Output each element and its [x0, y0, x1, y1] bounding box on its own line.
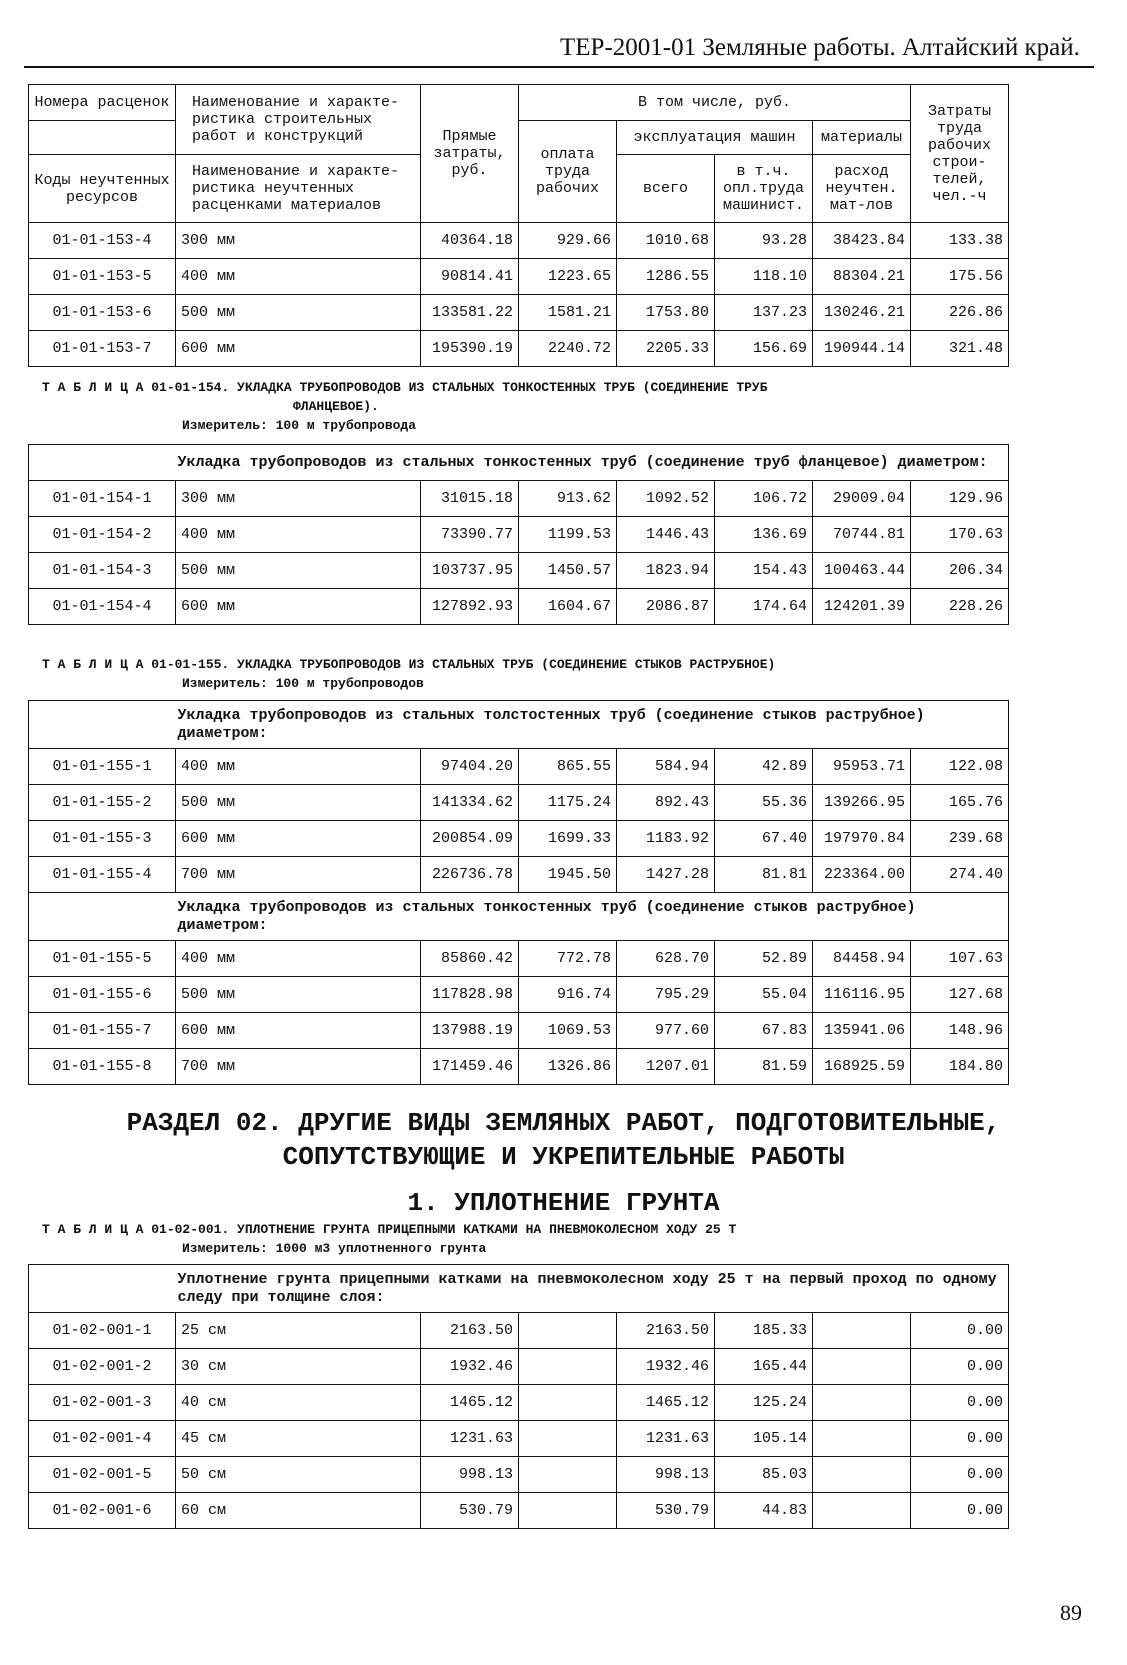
item-name-cell: 60 см [176, 1493, 421, 1529]
wages-cell [519, 1313, 617, 1349]
col-head-direct: Прямые затраты, руб. [421, 85, 519, 223]
table-row [29, 977, 1009, 1013]
table-row [29, 821, 1009, 857]
item-name-cell: 600 мм [176, 331, 421, 367]
materials-cost-cell: 38423.84 [813, 223, 911, 259]
direct-cost-cell: 97404.20 [421, 749, 519, 785]
direct-cost-cell: 1932.46 [421, 1349, 519, 1385]
wages-cell: 1699.33 [519, 821, 617, 857]
col-head-total: всего [617, 155, 715, 223]
driver-wages-cell: 55.36 [715, 785, 813, 821]
table-row [29, 553, 1009, 589]
materials-cost-cell: 124201.39 [813, 589, 911, 625]
page-number: 89 [1060, 1600, 1082, 1625]
driver-wages-cell: 106.72 [715, 481, 813, 517]
driver-wages-cell: 81.59 [715, 1049, 813, 1085]
item-name-cell: 700 мм [176, 1049, 421, 1085]
table-row [29, 1385, 1009, 1421]
wages-cell: 865.55 [519, 749, 617, 785]
rate-code-cell: 01-01-155-1 [29, 749, 176, 785]
col-head-labor: Затраты труда рабочих строи- телей, чел.-ч [911, 85, 1009, 223]
direct-cost-cell: 85860.42 [421, 941, 519, 977]
item-name-cell: 600 мм [176, 589, 421, 625]
materials-cost-cell: 197970.84 [813, 821, 911, 857]
table-155-subheading-1: Укладка трубопроводов из стальных толстостенных труб (соединение стыков раструбное) диаметром: [176, 701, 1009, 749]
labor-hours-cell: 0.00 [911, 1421, 1009, 1457]
machine-cost-cell: 1207.01 [617, 1049, 715, 1085]
labor-hours-cell: 274.40 [911, 857, 1009, 893]
driver-wages-cell: 185.33 [715, 1313, 813, 1349]
rate-code-cell: 01-01-153-5 [29, 259, 176, 295]
item-name-cell: 500 мм [176, 553, 421, 589]
rate-code-cell: 01-01-155-6 [29, 977, 176, 1013]
rate-code-cell: 01-01-153-7 [29, 331, 176, 367]
wages-cell: 913.62 [519, 481, 617, 517]
driver-wages-cell: 136.69 [715, 517, 813, 553]
driver-wages-cell: 55.04 [715, 977, 813, 1013]
item-name-cell: 500 мм [176, 295, 421, 331]
item-name-cell: 40 см [176, 1385, 421, 1421]
wages-cell: 2240.72 [519, 331, 617, 367]
machine-cost-cell: 1183.92 [617, 821, 715, 857]
machine-cost-cell: 1092.52 [617, 481, 715, 517]
direct-cost-cell: 530.79 [421, 1493, 519, 1529]
col-head-mat-use: расход неучтен. мат-лов [813, 155, 911, 223]
item-name-cell: 500 мм [176, 977, 421, 1013]
running-header: ТЕР-2001-01 Земляные работы. Алтайский край. [560, 34, 1080, 61]
rate-code-cell: 01-01-154-3 [29, 553, 176, 589]
driver-wages-cell: 67.40 [715, 821, 813, 857]
driver-wages-cell: 174.64 [715, 589, 813, 625]
driver-wages-cell: 42.89 [715, 749, 813, 785]
direct-cost-cell: 998.13 [421, 1457, 519, 1493]
table-row [29, 1421, 1009, 1457]
table-201-subheading: Уплотнение грунта прицепными катками на пневмоколесном ходу 25 т на первый проход по одному следу при толщине слоя: [176, 1265, 1009, 1313]
table-201 [28, 1264, 1009, 1529]
labor-hours-cell: 122.08 [911, 749, 1009, 785]
direct-cost-cell: 195390.19 [421, 331, 519, 367]
materials-cost-cell: 139266.95 [813, 785, 911, 821]
rate-code-cell: 01-01-154-2 [29, 517, 176, 553]
wages-cell: 1604.67 [519, 589, 617, 625]
direct-cost-cell: 133581.22 [421, 295, 519, 331]
item-name-cell: 25 см [176, 1313, 421, 1349]
wages-cell: 1199.53 [519, 517, 617, 553]
labor-hours-cell: 0.00 [911, 1457, 1009, 1493]
col-head-wages: оплата труда рабочих [519, 121, 617, 223]
table-row [29, 1493, 1009, 1529]
wages-cell: 1450.57 [519, 553, 617, 589]
labor-hours-cell: 175.56 [911, 259, 1009, 295]
table-row [29, 1313, 1009, 1349]
table-row [29, 1049, 1009, 1085]
machine-cost-cell: 795.29 [617, 977, 715, 1013]
direct-cost-cell: 2163.50 [421, 1313, 519, 1349]
table-row [29, 857, 1009, 893]
rate-code-cell: 01-02-001-3 [29, 1385, 176, 1421]
wages-cell: 916.74 [519, 977, 617, 1013]
table-row [29, 1013, 1009, 1049]
labor-hours-cell: 133.38 [911, 223, 1009, 259]
driver-wages-cell: 93.28 [715, 223, 813, 259]
machine-cost-cell: 1465.12 [617, 1385, 715, 1421]
labor-hours-cell: 107.63 [911, 941, 1009, 977]
section-title: РАЗДЕЛ 02. ДРУГИЕ ВИДЫ ЗЕМЛЯНЫХ РАБОТ, ПОДГОТОВИТЕЛЬНЫЕ, СОПУТСТВУЮЩИЕ И УКРЕПИТЕЛЬНЫЕ РАБОТЫ [126, 1108, 1001, 1172]
direct-cost-cell: 226736.78 [421, 857, 519, 893]
rate-code-cell: 01-01-155-8 [29, 1049, 176, 1085]
item-name-cell: 600 мм [176, 1013, 421, 1049]
labor-hours-cell: 321.48 [911, 331, 1009, 367]
machine-cost-cell: 1446.43 [617, 517, 715, 553]
direct-cost-cell: 117828.98 [421, 977, 519, 1013]
table-row [29, 331, 1009, 367]
wages-cell [519, 1349, 617, 1385]
rate-code-cell: 01-02-001-6 [29, 1493, 176, 1529]
driver-wages-cell: 52.89 [715, 941, 813, 977]
driver-wages-cell: 105.14 [715, 1421, 813, 1457]
driver-wages-cell: 81.81 [715, 857, 813, 893]
direct-cost-cell: 31015.18 [421, 481, 519, 517]
labor-hours-cell: 228.26 [911, 589, 1009, 625]
table-201-caption: Т А Б Л И Ц А 01-02-001. УПЛОТНЕНИЕ ГРУНТА ПРИЦЕПНЫМИ КАТКАМИ НА ПНЕВМОКОЛЕСНОМ ХОДУ 25 Т Измеритель: 1000 м3 уплотненного грунта [42, 1222, 737, 1256]
driver-wages-cell: 44.83 [715, 1493, 813, 1529]
table-row [29, 785, 1009, 821]
rate-code-cell: 01-02-001-4 [29, 1421, 176, 1457]
machine-cost-cell: 2163.50 [617, 1313, 715, 1349]
materials-cost-cell: 88304.21 [813, 259, 911, 295]
rate-code-cell: 01-02-001-1 [29, 1313, 176, 1349]
driver-wages-cell: 154.43 [715, 553, 813, 589]
machine-cost-cell: 1823.94 [617, 553, 715, 589]
item-name-cell: 300 мм [176, 223, 421, 259]
wages-cell [519, 1493, 617, 1529]
materials-cost-cell [813, 1349, 911, 1385]
machine-cost-cell: 1427.28 [617, 857, 715, 893]
table-row [29, 1349, 1009, 1385]
machine-cost-cell: 584.94 [617, 749, 715, 785]
machine-cost-cell: 1753.80 [617, 295, 715, 331]
machine-cost-cell: 1286.55 [617, 259, 715, 295]
driver-wages-cell: 118.10 [715, 259, 813, 295]
table-155-subheading-2: Укладка трубопроводов из стальных тонкостенных труб (соединение стыков раструбное) диаметром: [176, 893, 1009, 941]
direct-cost-cell: 1231.63 [421, 1421, 519, 1457]
labor-hours-cell: 206.34 [911, 553, 1009, 589]
machine-cost-cell: 892.43 [617, 785, 715, 821]
labor-hours-cell: 127.68 [911, 977, 1009, 1013]
item-name-cell: 400 мм [176, 941, 421, 977]
table-row [29, 589, 1009, 625]
table-155-caption: Т А Б Л И Ц А 01-01-155. УКЛАДКА ТРУБОПРОВОДОВ ИЗ СТАЛЬНЫХ ТРУБ (СОЕДИНЕНИЕ СТЫКОВ РАСТРУБНОЕ) Измеритель: 100 м трубопроводов [42, 657, 776, 691]
wages-cell: 1175.24 [519, 785, 617, 821]
materials-cost-cell: 223364.00 [813, 857, 911, 893]
rate-code-cell: 01-01-155-5 [29, 941, 176, 977]
machine-cost-cell: 628.70 [617, 941, 715, 977]
materials-cost-cell: 116116.95 [813, 977, 911, 1013]
wages-cell: 1945.50 [519, 857, 617, 893]
driver-wages-cell: 67.83 [715, 1013, 813, 1049]
labor-hours-cell: 184.80 [911, 1049, 1009, 1085]
direct-cost-cell: 141334.62 [421, 785, 519, 821]
materials-cost-cell: 84458.94 [813, 941, 911, 977]
driver-wages-cell: 165.44 [715, 1349, 813, 1385]
rate-code-cell: 01-02-001-5 [29, 1457, 176, 1493]
col-head-materials-name: Наименование и характе- ристика неучтенных расценками материалов [176, 155, 421, 223]
table-154 [28, 444, 1009, 625]
direct-cost-cell: 103737.95 [421, 553, 519, 589]
col-head-number: Номера расценок [29, 85, 176, 121]
table-row [29, 749, 1009, 785]
direct-cost-cell: 127892.93 [421, 589, 519, 625]
item-name-cell: 500 мм [176, 785, 421, 821]
machine-cost-cell: 2205.33 [617, 331, 715, 367]
driver-wages-cell: 85.03 [715, 1457, 813, 1493]
rate-code-cell: 01-01-155-7 [29, 1013, 176, 1049]
col-head-machines: эксплуатация машин [617, 121, 813, 155]
table-row [29, 223, 1009, 259]
labor-hours-cell: 0.00 [911, 1385, 1009, 1421]
header-rule [24, 66, 1094, 68]
table-row [29, 295, 1009, 331]
item-name-cell: 30 см [176, 1349, 421, 1385]
labor-hours-cell: 0.00 [911, 1493, 1009, 1529]
col-head-resource-codes: Коды неучтенных ресурсов [29, 155, 176, 223]
driver-wages-cell: 137.23 [715, 295, 813, 331]
materials-cost-cell: 95953.71 [813, 749, 911, 785]
table-154-subheading: Укладка трубопроводов из стальных тонкостенных труб (соединение труб фланцевое) диаметром: [176, 445, 1009, 481]
labor-hours-cell: 148.96 [911, 1013, 1009, 1049]
item-name-cell: 400 мм [176, 517, 421, 553]
labor-hours-cell: 170.63 [911, 517, 1009, 553]
table-154-caption: Т А Б Л И Ц А 01-01-154. УКЛАДКА ТРУБОПРОВОДОВ ИЗ СТАЛЬНЫХ ТОНКОСТЕННЫХ ТРУБ (СОЕДИНЕНИЕ ТРУБ ФЛАНЦЕВОЕ). Измеритель: 100 м трубопровода [42, 380, 768, 433]
wages-cell: 1069.53 [519, 1013, 617, 1049]
table-row [29, 1457, 1009, 1493]
direct-cost-cell: 40364.18 [421, 223, 519, 259]
item-name-cell: 700 мм [176, 857, 421, 893]
materials-cost-cell [813, 1421, 911, 1457]
direct-cost-cell: 1465.12 [421, 1385, 519, 1421]
wages-cell: 1581.21 [519, 295, 617, 331]
col-head-including: В том числе, руб. [519, 85, 911, 121]
direct-cost-cell: 171459.46 [421, 1049, 519, 1085]
rate-code-cell: 01-01-154-4 [29, 589, 176, 625]
item-name-cell: 45 см [176, 1421, 421, 1457]
materials-cost-cell: 130246.21 [813, 295, 911, 331]
rate-code-cell: 01-01-153-6 [29, 295, 176, 331]
machine-cost-cell: 1932.46 [617, 1349, 715, 1385]
col-head-materials: материалы [813, 121, 911, 155]
wages-cell: 1326.86 [519, 1049, 617, 1085]
labor-hours-cell: 239.68 [911, 821, 1009, 857]
rate-code-cell: 01-01-155-2 [29, 785, 176, 821]
materials-cost-cell [813, 1493, 911, 1529]
direct-cost-cell: 73390.77 [421, 517, 519, 553]
labor-hours-cell: 0.00 [911, 1313, 1009, 1349]
materials-cost-cell: 190944.14 [813, 331, 911, 367]
driver-wages-cell: 125.24 [715, 1385, 813, 1421]
wages-cell [519, 1457, 617, 1493]
item-name-cell: 400 мм [176, 259, 421, 295]
table-155 [28, 700, 1009, 1085]
labor-hours-cell: 226.86 [911, 295, 1009, 331]
direct-cost-cell: 90814.41 [421, 259, 519, 295]
machine-cost-cell: 530.79 [617, 1493, 715, 1529]
direct-cost-cell: 137988.19 [421, 1013, 519, 1049]
labor-hours-cell: 165.76 [911, 785, 1009, 821]
materials-cost-cell: 100463.44 [813, 553, 911, 589]
subsection-title: 1. УПЛОТНЕНИЕ ГРУНТА [407, 1188, 720, 1218]
driver-wages-cell: 156.69 [715, 331, 813, 367]
materials-cost-cell [813, 1313, 911, 1349]
wages-cell: 929.66 [519, 223, 617, 259]
labor-hours-cell: 0.00 [911, 1349, 1009, 1385]
rate-code-cell: 01-01-155-4 [29, 857, 176, 893]
materials-cost-cell [813, 1385, 911, 1421]
rate-code-cell: 01-01-153-4 [29, 223, 176, 259]
table-row [29, 481, 1009, 517]
machine-cost-cell: 977.60 [617, 1013, 715, 1049]
rate-code-cell: 01-01-154-1 [29, 481, 176, 517]
wages-cell [519, 1385, 617, 1421]
item-name-cell: 50 см [176, 1457, 421, 1493]
item-name-cell: 400 мм [176, 749, 421, 785]
table-row [29, 941, 1009, 977]
wages-cell [519, 1421, 617, 1457]
materials-cost-cell: 70744.81 [813, 517, 911, 553]
item-name-cell: 600 мм [176, 821, 421, 857]
materials-cost-cell: 168925.59 [813, 1049, 911, 1085]
materials-cost-cell: 29009.04 [813, 481, 911, 517]
item-name-cell: 300 мм [176, 481, 421, 517]
machine-cost-cell: 1231.63 [617, 1421, 715, 1457]
table-row [29, 517, 1009, 553]
wages-cell: 1223.65 [519, 259, 617, 295]
machine-cost-cell: 2086.87 [617, 589, 715, 625]
col-head-name: Наименование и характе- ристика строительных работ и конструкций [176, 85, 421, 155]
col-head-drivers: в т.ч. опл.труда машинист. [715, 155, 813, 223]
wages-cell: 772.78 [519, 941, 617, 977]
rate-code-cell: 01-01-155-3 [29, 821, 176, 857]
table-153 [28, 84, 1009, 367]
machine-cost-cell: 1010.68 [617, 223, 715, 259]
labor-hours-cell: 129.96 [911, 481, 1009, 517]
direct-cost-cell: 200854.09 [421, 821, 519, 857]
materials-cost-cell [813, 1457, 911, 1493]
materials-cost-cell: 135941.06 [813, 1013, 911, 1049]
rate-code-cell: 01-02-001-2 [29, 1349, 176, 1385]
table-row [29, 259, 1009, 295]
machine-cost-cell: 998.13 [617, 1457, 715, 1493]
